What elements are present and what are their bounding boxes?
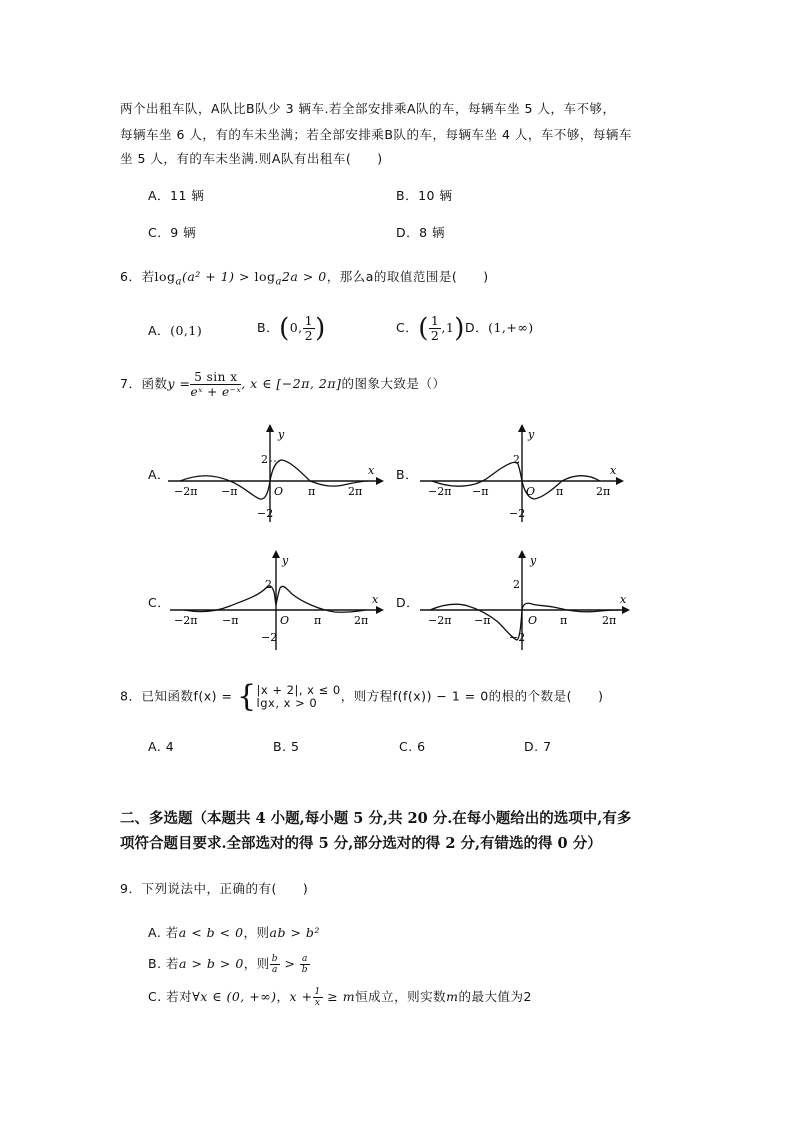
q6-option-c-label: C．	[396, 320, 419, 335]
q6-option-b-den: 2	[304, 328, 314, 343]
graph-c-tick-negpi: −π	[222, 614, 239, 627]
q6-prefix: 6．若	[120, 269, 155, 284]
graph-a-tick-neg2pi: −2π	[174, 485, 198, 498]
q6-option-b: B．(0, $\frac{1}{2}$ )	[257, 313, 326, 344]
q5-option-b: B．10 辆	[396, 188, 453, 203]
q8-case2: lgx, x > 0	[256, 696, 318, 710]
q5-option-c: C．9 辆	[148, 225, 197, 240]
graph-b-tick-neg2pi: −2π	[428, 485, 452, 498]
q6-arg2: 2a > 0	[281, 269, 327, 284]
q6-base2: a	[275, 276, 282, 288]
q8-option-b: B. 5	[273, 739, 300, 754]
q8-case1: |x + 2|, x ≤ 0	[256, 683, 341, 697]
q9-option-b-label: B. 若	[148, 956, 180, 971]
graph-a-origin: O	[274, 485, 284, 498]
q9-option-b-f2-num: a	[301, 954, 308, 964]
q6-gt: >	[234, 269, 255, 284]
q6-option-b-label: B．	[257, 320, 280, 335]
q6-arg1: (a² + 1)	[181, 269, 235, 284]
graph-d-y-label: y	[530, 554, 537, 567]
graph-d-tick-neg2: −2	[509, 631, 526, 644]
graph-d-tick-2pi: 2π	[602, 614, 617, 627]
graph-b-tick-neg2: −2	[509, 507, 526, 520]
q9-option-c-mid: ，	[276, 989, 290, 1004]
q7-stem	[120, 370, 445, 399]
q9-option-c-den: x	[314, 998, 321, 1008]
q9-option-c-num: 1	[314, 987, 321, 997]
graph-a-tick-neg2: −2	[257, 507, 274, 520]
q7-option-c: C．	[148, 595, 171, 610]
q6-option-c-num: 1	[430, 313, 440, 328]
graph-d-tick-neg2pi: −2π	[428, 614, 452, 627]
q9-stem: 9．下列说法中，正确的有( )	[120, 881, 309, 896]
q6-option-b-num: 1	[304, 313, 314, 328]
q6-option-a	[148, 322, 202, 340]
q7-graph-d	[420, 550, 645, 650]
graph-c-tick-2: 2	[265, 578, 272, 591]
graph-d-tick-pi: π	[560, 614, 568, 627]
graph-a-x-label: x	[368, 464, 375, 477]
q8-option-a: A. 4	[148, 739, 175, 754]
q9-option-c-ge: ≥ m	[322, 989, 356, 1004]
graph-c-origin: O	[280, 614, 290, 627]
q6-log2: log	[254, 269, 276, 284]
graph-b-x-label: x	[610, 464, 617, 477]
q9-option-c	[148, 987, 532, 1008]
section2-heading-line2: 项符合题目要求.全部选对的得 5 分,部分选对的得 2 分,有错选的得 0 分）	[120, 835, 602, 852]
q7-option-b: B．	[396, 467, 419, 482]
graph-a-tick-negpi: −π	[221, 485, 238, 498]
q8-suffix: ，则方程f(f(x)) − 1 = 0的根的个数是( )	[340, 688, 604, 704]
graph-d-x-label: x	[620, 593, 627, 606]
q5-line2: 每辆车坐 6 人，有的车未坐满；若全部安排乘B队的车，每辆车坐 4 人，车不够，每辆车	[120, 127, 632, 142]
q8-stem: 8．已知函数f(x) = { |x + 2|, x ≤ 0 lgx, x > 0 ，则方程f(f(x)) − 1 = 0的根的个数是( )	[120, 679, 604, 714]
graph-b-tick-negpi: −π	[472, 485, 489, 498]
q9-option-b-f2-den: b	[301, 965, 309, 975]
graph-a-tick-2: 2	[261, 453, 268, 466]
graph-b-tick-2: 2	[513, 453, 520, 466]
graph-c-x-label: x	[372, 593, 379, 606]
q7-graph-c	[170, 550, 390, 650]
q6-option-a-label: A．	[148, 323, 171, 338]
q8-option-d: D. 7	[524, 739, 552, 754]
q9-option-a-label: A. 若	[148, 925, 179, 940]
q6-option-c-right: ,1	[441, 320, 455, 335]
q7-suffix: 的图象大致是（）	[341, 376, 446, 391]
q9-option-b-f1-num: b	[271, 954, 279, 964]
graph-d-origin: O	[528, 614, 538, 627]
q7-den: eˣ + e⁻ˣ	[190, 385, 242, 399]
graph-b-tick-pi: π	[556, 485, 564, 498]
q7-graph-a	[168, 424, 388, 524]
q6-log1: log	[154, 269, 176, 284]
q6-suffix: ，那么a的取值范围是( )	[326, 269, 489, 284]
q7-domain: , x ∈ [−2π, 2π]	[241, 376, 342, 391]
q5-option-a: A．11 辆	[148, 188, 205, 203]
q5-option-d: D．8 辆	[396, 225, 446, 240]
q5-line3: 坐 5 人，有的车未坐满.则A队有出租车( )	[120, 151, 383, 166]
graph-b-y-label: y	[528, 428, 535, 441]
q6-option-d-label: D．	[464, 320, 489, 335]
q6-option-d-value: (1,+∞)	[488, 320, 534, 335]
section2-heading-line1: 二、多选题（本题共 4 小题,每小题 5 分,共 20 分.在每小题给出的选项中,有多	[120, 810, 632, 827]
q5-line1: 两个出租车队，A队比B队少 3 辆车.若全部安排乘A队的车，每辆车坐 5 人，车不够，	[120, 101, 616, 116]
graph-d-tick-negpi: −π	[474, 614, 491, 627]
q9-option-c-math: ∀x ∈ (0, +∞)	[192, 989, 277, 1004]
graph-c-tick-2pi: 2π	[354, 614, 369, 627]
q6-stem	[120, 268, 489, 292]
q7-option-d: D．	[396, 595, 420, 610]
q9-option-b-mid: ，则	[243, 956, 270, 971]
q9-option-a-mid: ，则	[243, 925, 270, 940]
q7-graph-b	[420, 424, 640, 524]
q7-num: 5 sin x	[190, 370, 241, 385]
q9-option-b-math: a > b > 0	[179, 956, 244, 971]
graph-d-tick-2: 2	[513, 578, 520, 591]
q7-y-eq: y =	[167, 376, 191, 391]
q8-option-c: C. 6	[399, 739, 426, 754]
graph-c-tick-neg2: −2	[261, 631, 278, 644]
q6-option-b-left: 0,	[289, 320, 303, 335]
q9-option-c-end: 的最大值为2	[458, 989, 532, 1004]
q9-option-a	[148, 924, 320, 942]
graph-c-tick-pi: π	[314, 614, 322, 627]
q9-option-c-x: x +	[289, 989, 313, 1004]
q9-option-b	[148, 954, 310, 975]
graph-a-tick-2pi: 2π	[348, 485, 363, 498]
q6-option-a-value: (0,1)	[170, 323, 203, 338]
q9-option-c-label: C. 若对	[148, 989, 193, 1004]
graph-c-y-label: y	[282, 554, 289, 567]
q7-option-a: A．	[148, 467, 171, 482]
q9-option-b-f1-den: a	[271, 965, 278, 975]
q9-option-a-math2: ab > b²	[269, 925, 320, 940]
graph-a-tick-pi: π	[308, 485, 316, 498]
q6-option-c: C．( $\frac{1}{2}$ ,1)D．(1,+∞)	[396, 313, 534, 344]
graph-b-origin: O	[526, 485, 536, 498]
q8-prefix: 8．已知函数f(x) =	[120, 688, 237, 704]
q9-option-a-math: a < b < 0	[178, 925, 244, 940]
q9-option-b-gt: >	[280, 956, 300, 971]
q6-option-c-den: 2	[430, 328, 440, 343]
q6-base1: a	[175, 276, 182, 288]
graph-b-tick-2pi: 2π	[596, 485, 611, 498]
q7-prefix: 7．函数	[120, 376, 168, 391]
q9-option-c-m: m	[446, 989, 459, 1004]
q9-option-c-tail: 恒成立，则实数	[355, 989, 447, 1004]
graph-a-y-label: y	[278, 428, 285, 441]
graph-c-tick-neg2pi: −2π	[174, 614, 198, 627]
